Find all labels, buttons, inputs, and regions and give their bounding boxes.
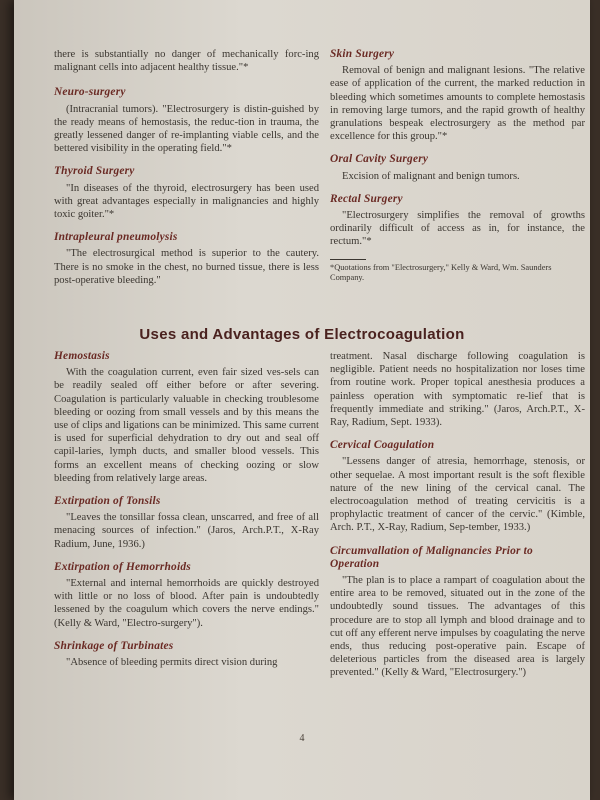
section-text: "In diseases of the thyroid, electrosurgery has been used with great advantages especially in malignancies and highly toxic goiter."* bbox=[54, 182, 319, 221]
section-thyroid-surgery bbox=[54, 165, 319, 221]
section-heading: Rectal Surgery bbox=[330, 192, 403, 205]
section-heading: Shrinkage of Turbinates bbox=[54, 639, 174, 652]
section-cervical-coagulation bbox=[330, 439, 585, 534]
top-left-intro: there is substantially no danger of mechanically forc-ing malignant cells into adjacent healthy tissue."* bbox=[54, 49, 319, 74]
section-extirpation-hemorrhoids bbox=[54, 561, 319, 630]
main-title: Uses and Advantages of Electrocoagulation bbox=[139, 326, 465, 343]
section-heading: Neuro-surgery bbox=[54, 86, 126, 99]
section-heading: Skin Surgery bbox=[330, 48, 395, 60]
section-hemostasis bbox=[54, 350, 319, 485]
section-heading: Extirpation of Hemorrhoids bbox=[54, 560, 191, 573]
section-heading: Intrapleural pneumolysis bbox=[54, 231, 178, 244]
footnote: *Quotations from "Electrosurgery," Kelly & Ward, Wm. Saunders Company. bbox=[330, 262, 552, 282]
section-circumvallation bbox=[330, 545, 585, 680]
bottom-right-column bbox=[330, 350, 585, 690]
section-oral-cavity-surgery bbox=[330, 153, 585, 182]
section-text: Removal of benign and malignant lesions. "The relative ease of application of the current, the marked reduction in bleeding which sometimes amounts to complete hemostasis in removing large tumors, and the rapid growth of healthy granulations bespeak electrosurgery as the method par excellence for this group."* bbox=[330, 65, 585, 143]
bottom-right-intro: treatment. Nasal discharge following coagulation is negligible. Patient needs no hospitalization nor loses time from routine work. Proper topical anesthesia produces a painless operation with symptomatic re-lief that is frequently immediate and striking." (Jaros, Arch.P.T., X-Ray, Radium, Sept. 1933). bbox=[330, 351, 585, 429]
section-shrinkage-turbinates bbox=[54, 640, 319, 669]
bottom-left-column bbox=[54, 350, 319, 679]
section-text: "Lessens danger of atresia, hemorrhage, stenosis, or other sequelae. A most important result is the soft flexible nature of the new lining of the cervical canal. The electrocoagulation method of treating cervicitis is a prophylactic treatment of cancer of the cervic." (Kimble, Arch. P.T., X-Ray, Radium, Sep-tember, 1933.) bbox=[330, 456, 585, 534]
section-intrapleural-pneumolysis bbox=[54, 231, 319, 287]
footnote-rule bbox=[330, 259, 366, 260]
section-text: (Intracranial tumors). "Electrosurgery is distin-guished by the ready means of hemostasis, the reduc-tion in trauma, the greatly lessened danger of re-implanting viable cells, and the bettered visibility in the operating field."* bbox=[54, 103, 319, 155]
top-left-column bbox=[54, 48, 319, 297]
section-extirpation-tonsils bbox=[54, 495, 319, 551]
section-rectal-surgery bbox=[330, 193, 585, 249]
section-text: Excision of malignant and benign tumors. bbox=[342, 170, 520, 182]
section-text: "External and internal hemorrhoids are quickly destroyed with little or no loss of blood. After pain is undoubtedly lessened by the coagulum which covers the nerve endings." (Kelly & Ward, "Electro-surgery"). bbox=[54, 578, 319, 629]
page-number: 4 bbox=[299, 733, 305, 744]
section-text: With the coagulation current, even fair sized ves-sels can be readily sealed off either before or after severing. Coagulation is particularly valuable in checking troublesome bleeding or oozing from small vessels and by this means the use of clips and ligations can be minimized. This same current is used for superficial dehydration to dry out and seal off capil-laries, lymph ducts, and smaller blood vessels. This forms an excellent means of checking oozing or slow bleeding from relatively large areas. bbox=[54, 367, 319, 484]
section-neuro-surgery bbox=[54, 86, 319, 155]
section-text: "The plan is to place a rampart of coagulation about the entire area to be removed, situated out in the zone of the undoubtedly sound tissues. The advantages of this procedure are to stop all lymph and blood drainage and to cut off any efferent nerve impulses by coagulating the nerve ends, thus reducing post-operative pain. Escape of deleterious particles from the diseased area is largely prevented." (Kelly & Ward, "Electrosurgery.") bbox=[330, 575, 585, 679]
section-heading: Thyroid Surgery bbox=[54, 165, 135, 178]
section-heading: Extirpation of Tonsils bbox=[54, 495, 161, 508]
section-text: "Absence of bleeding permits direct vision during bbox=[66, 657, 278, 669]
section-heading: Circumvallation of Malignancies Prior to Operation bbox=[330, 544, 533, 570]
section-heading: Cervical Coagulation bbox=[330, 439, 435, 452]
section-text: "Electrosurgery simplifies the removal of growths ordinarily difficult of access as in, for instance, the rectum."* bbox=[330, 210, 585, 248]
section-text: "The electrosurgical method is superior to the cautery. There is no smoke in the chest, no burned tissue, there is less post-operative bleeding." bbox=[54, 248, 319, 286]
section-skin-surgery bbox=[330, 48, 585, 143]
section-text: "Leaves the tonsillar fossa clean, unscarred, and free of all menacing sources of infection." (Jaros, Arch.P.T., X-Ray Radium, June, 1936.) bbox=[54, 512, 319, 550]
section-heading: Oral Cavity Surgery bbox=[330, 153, 429, 166]
section-heading: Hemostasis bbox=[54, 350, 110, 362]
document-page bbox=[14, 0, 590, 800]
top-right-column bbox=[330, 48, 585, 283]
